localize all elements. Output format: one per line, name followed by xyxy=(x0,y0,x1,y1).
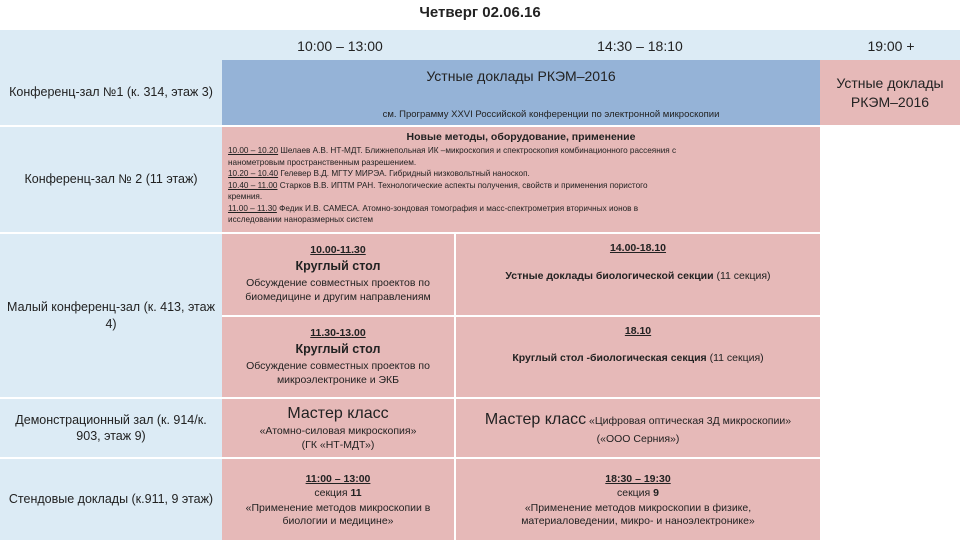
section-label: секция xyxy=(616,486,654,499)
talk-line xyxy=(228,145,816,157)
section-label: секция xyxy=(314,486,351,499)
room-poster-session xyxy=(0,459,222,540)
bio-section-talks-cell xyxy=(456,234,820,315)
round-table-microelectronics-time: 11.30-13.00 xyxy=(310,326,366,339)
round-table-microelectronics-title: Круглый стол xyxy=(295,341,381,356)
row1-title: Устные доклады РКЭМ–2016 xyxy=(426,68,616,84)
master-class-afm-org: (ГК «НТ-МДТ») xyxy=(301,439,375,451)
talk-time: 11.00 – 11.30 xyxy=(228,203,277,213)
bio-round-table-time: 18.10 xyxy=(624,325,652,337)
row1-evening-cell xyxy=(820,60,960,125)
poster-section-11-time: 11:00 – 13:00 xyxy=(305,472,371,485)
round-table-biomed-desc: Обсуждение совместных проектов по биомедицине и другим направлениям xyxy=(245,277,431,303)
master-class-afm-title: Мастер класс xyxy=(287,405,389,422)
talk-line xyxy=(228,168,816,180)
talk-text: исследовании наноразмерных систем xyxy=(228,215,374,224)
talks-list xyxy=(228,145,816,226)
room-small-conference-hall xyxy=(0,234,222,397)
master-class-optical-title: Мастер класс xyxy=(484,411,587,428)
talk-line xyxy=(228,191,816,203)
row2-heading: Новые методы, оборудование, применение xyxy=(406,131,636,143)
bio-section-talks-title-rest: (11 секция) xyxy=(713,270,771,282)
poster-section-9-desc-line2: материаловедении, микро- и наноэлектронике» xyxy=(521,514,755,527)
round-table-biomed-cell xyxy=(222,234,454,315)
poster-section-11-desc-line2: биологии и медицине» xyxy=(282,514,394,527)
master-class-afm-desc: «Атомно-силовая микроскопия» xyxy=(259,425,417,437)
header-row xyxy=(0,30,960,60)
talk-line xyxy=(228,214,816,226)
room-conference-hall-1 xyxy=(0,60,222,125)
bio-section-talks-time: 14.00-18.10 xyxy=(609,242,667,254)
master-class-optical-heading xyxy=(485,411,791,429)
master-class-optical-cell xyxy=(456,399,820,457)
talk-time: 10.00 – 10.20 xyxy=(228,146,279,155)
room-label: Конференц-зал №1 (к. 314, этаж 3) xyxy=(9,85,213,100)
poster-section-9-cell xyxy=(456,459,820,540)
room-label: Демонстрационный зал (к. 914/к. 903, этаж 9) xyxy=(15,412,207,443)
row2-new-methods-cell xyxy=(222,127,820,232)
room-label: Малый конференц-зал (к. 413, этаж 4) xyxy=(7,300,215,331)
bio-round-table-title xyxy=(456,352,820,364)
bio-section-talks-title xyxy=(456,270,820,282)
poster-section-9-time: 18:30 – 19:30 xyxy=(605,472,671,485)
talk-line xyxy=(228,180,816,192)
talk-line xyxy=(228,203,816,215)
room-label: Конференц-зал № 2 (11 этаж) xyxy=(24,172,198,187)
round-table-biomed-title: Круглый стол xyxy=(295,259,381,274)
bio-round-table-title-rest: (11 секция) xyxy=(706,352,764,364)
master-class-optical-desc: «Цифровая оптическая 3Д микроскопии» xyxy=(586,415,792,427)
bio-round-table-title-bold: Круглый стол -биологическая секция xyxy=(512,352,707,364)
column-header-afternoon: 14:30 – 18:10 xyxy=(597,38,683,54)
master-class-afm-cell xyxy=(222,399,454,457)
column-header-morning: 10:00 – 13:00 xyxy=(297,38,383,54)
bio-round-table-cell xyxy=(456,317,820,397)
poster-section-9-desc-line1: «Применение методов микроскопии в физике, xyxy=(524,501,752,514)
row1-evening-label: Устные доклады РКЭМ–2016 xyxy=(836,74,944,110)
room-demo-hall xyxy=(0,399,222,457)
talk-text: кремния. xyxy=(228,192,263,201)
talk-time: 10.20 – 10.40 xyxy=(228,169,279,178)
master-class-optical-org: («ООО Серния») xyxy=(596,433,680,445)
page-title: Четверг 02.06.16 xyxy=(419,4,541,21)
row1-oral-talks-cell xyxy=(222,60,820,125)
talk-time: 10.40 – 11.00 xyxy=(228,180,278,190)
poster-section-9-label xyxy=(617,487,659,499)
round-table-biomed-time: 10.00-11.30 xyxy=(310,244,366,257)
section-number: 11 xyxy=(350,486,362,499)
talk-text: нанометровым пространственным разрешением. xyxy=(228,157,417,167)
section-number: 9 xyxy=(653,486,659,499)
round-table-microelectronics-cell xyxy=(222,317,454,397)
bio-section-talks-title-bold: Устные доклады биологической секции xyxy=(505,270,714,282)
talk-text: Старков В.В. ИПТМ РАН. Технологические аспекты получения, свойств и применения пористого xyxy=(277,180,648,190)
poster-section-11-desc-line1: «Применение методов микроскопии в xyxy=(245,501,431,514)
talk-text: Федик И.В. САМЕСА. Атомно-зондовая томография и масс-спектрометрия вторичных ионов в xyxy=(276,203,639,213)
room-label: Стендовые доклады (к.911, 9 этаж) xyxy=(8,492,214,507)
talk-line xyxy=(228,157,816,169)
poster-section-11-label xyxy=(314,487,361,499)
talk-text: Шелаев А.В. НТ-МДТ. Ближнепольная ИК –микроскопия и спектроскопия комбинационного рассеяния с xyxy=(278,146,677,155)
room-conference-hall-2 xyxy=(0,127,222,232)
row1-subtitle: см. Программу XXVI Российской конференции по электронной микроскопии xyxy=(382,109,720,120)
column-header-evening: 19:00 + xyxy=(867,38,915,54)
poster-section-11-cell xyxy=(222,459,454,540)
talk-text: Гелевер В.Д. МГТУ МИРЭА. Гибридный низковольтный наноскоп. xyxy=(278,169,530,178)
round-table-microelectronics-desc: Обсуждение совместных проектов по микроэлектронике и ЭКБ xyxy=(246,359,430,386)
